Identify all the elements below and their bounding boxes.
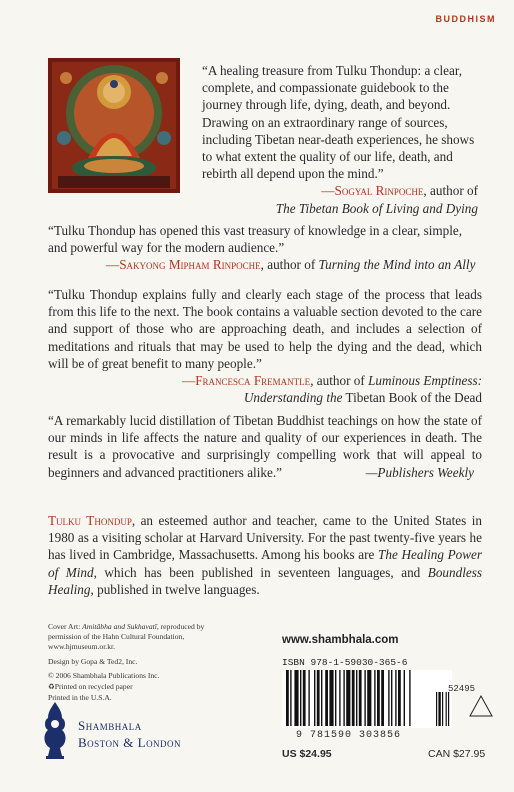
quote-attribution [202,182,478,216]
quote-work-line2: Understanding the [243,390,343,406]
barcode-side-number: 52495 [448,684,476,694]
quote-work: The Tibetan Book of Living and Dying [275,200,478,216]
barcode [282,670,452,728]
endorsement-sogyal [202,62,478,217]
bio-text-1: , an esteemed author and teacher, came to the United States in 1980 as a visiting scholar at Harvard University. For the past twenty-five years he has lived in Cambridge, Massachusetts. Among his books are [48,513,482,563]
endorsement-sakyong [48,222,480,274]
quote-work-line2-rest: Tibetan Book of the Dead [342,390,482,406]
shambhala-logo-icon [40,700,70,767]
category-label: BUDDHISM [435,14,496,24]
bio-book-1: The Healing Power of Mind [48,547,482,580]
publisher-name-text: Shambhala [78,718,142,733]
quote-role: , author of [260,257,319,273]
bio-book-2: Boundless Healing [48,564,482,597]
copyright: © 2006 Shambhala Publications Inc. [48,670,160,680]
quote-text: “Tulku Thondup has opened this vast treasury of knowledge in a clear, simple, and powerful way for the modern audience.” [48,223,463,256]
endorsement-publishers-weekly [48,412,482,481]
design-credit: Design by Gopa & Ted2, Inc. [48,656,138,666]
price-us: US $24.95 [282,748,332,760]
quote-text: “A healing treasure from Tulku Thondup: a clear, complete, and compassionate guidebook to the journey through life, dying, death, and beyond. Drawing on an extraordinary range of sources, including Tibetan near-death experiences, he shows to what extent the quality of our life, death, and rebirth all depend upon the mind.” [202,63,475,182]
quote-author: —Sogyal Rinpoche [321,183,424,199]
quote-role: , author of [310,373,369,389]
bio-text-2: , which has been published in seventeen languages, and [93,564,428,580]
bio-text-3: , published in twelve languages. [90,581,260,597]
printed-in: Printed in the U.S.A. [48,693,112,703]
isbn-label: ISBN 978-1-59030-365-6 [282,657,408,668]
quote-role: , author of [423,183,478,199]
quote-text: “A remarkably lucid distillation of Tibetan Buddhist teachings on how the state of our minds in life affects the nature and quality of our experiences in death. The result is a provocative and surprisingly compelling work that will appeal to beginners and advanced practitioners alike.” [48,413,482,480]
recycled-note: ♻Printed on recycled paper [48,682,133,692]
barcode-icon [282,670,452,728]
quote-text: “Tulku Thondup explains fully and clearly each stage of the process that leads from this life to the next. The book contains a valuable section devoted to the care and support of those who are approaching death, and includes a selection of meditations and rituals that may be used to help the dying and the dead, which will be of great benefit to many people.” [48,287,482,371]
price-can: CAN $27.95 [428,748,486,760]
publisher-website: www.shambhala.com [282,634,399,646]
endorsement-fremantle [48,286,482,406]
credits-block [48,622,233,707]
quote-attribution [48,256,480,273]
cover-art-image [48,58,180,193]
quote-author: —Sakyong Mipham Rinpoche [106,257,261,273]
publisher-location: Boston & London [78,735,182,750]
author-bio [48,512,482,598]
quote-work: Turning the Mind into an Ally [318,257,476,273]
author-name: Tulku Thondup [48,513,132,528]
cover-art-credit: Cover Art: Amitābha and Sukhavatī, reproduced by permission of the Hahn Cultural Foundation, www.hjmuseum.or.kr. [48,622,205,652]
barcode-number: 9 781590 303856 [296,730,402,741]
buddha-painting-icon [48,58,180,193]
publisher-name [78,717,181,751]
quote-author: —Francesca Fremantle [182,373,311,389]
quote-attribution [48,372,482,406]
triangle-icon [468,693,494,719]
quote-work: Luminous Emptiness: [368,373,482,389]
quote-author: —Publishers Weekly [365,464,474,480]
